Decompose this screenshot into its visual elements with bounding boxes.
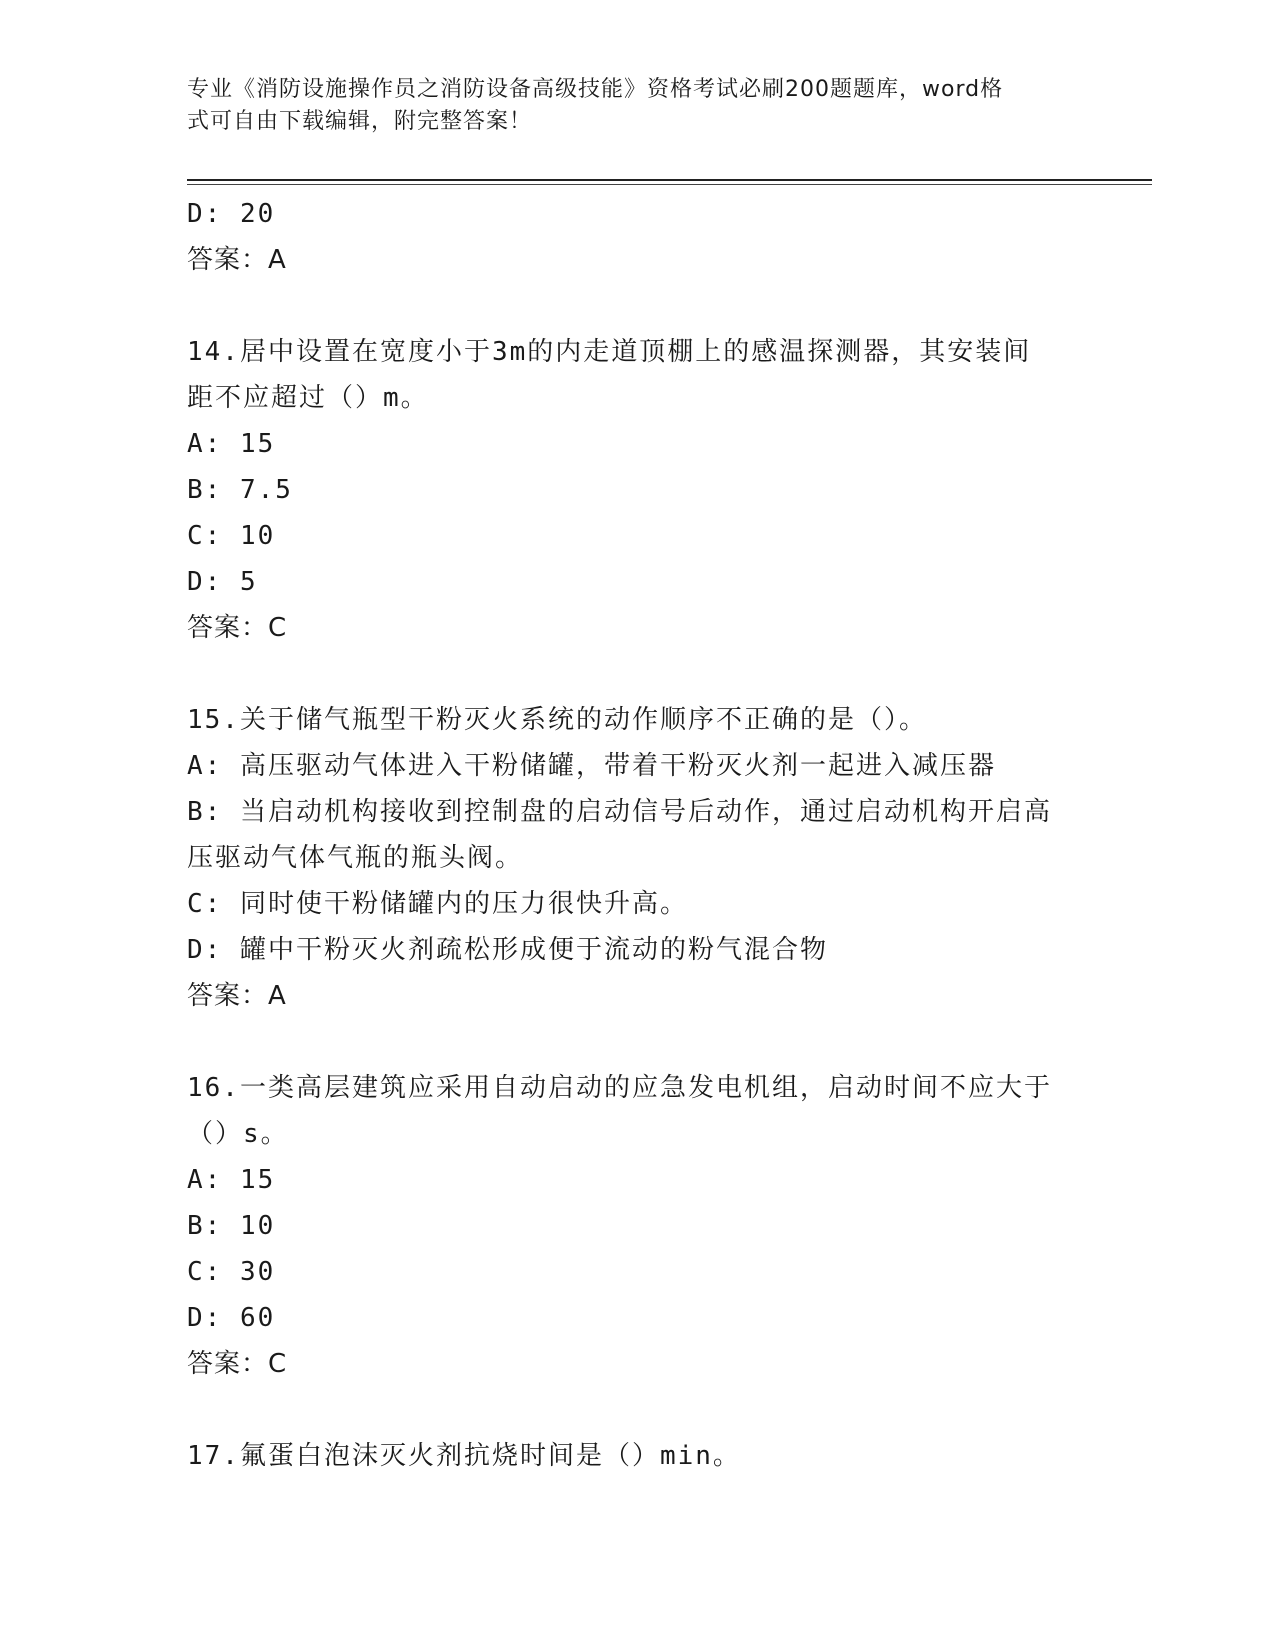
- header-divider-thick: [187, 179, 1152, 181]
- question-14-option-c: C: 10: [187, 521, 276, 551]
- question-16-option-d: D: 60: [187, 1303, 276, 1333]
- question-16-stem-line-2: （）s。: [187, 1119, 289, 1149]
- question-14-answer: 答案：C: [187, 613, 288, 643]
- question-16-answer: 答案：C: [187, 1349, 288, 1379]
- question-15-option-a: A: 高压驱动气体进入干粉储罐，带着干粉灭火剂一起进入减压器: [187, 751, 996, 781]
- header-line-2: 式可自由下载编辑，附完整答案！: [187, 109, 533, 134]
- question-15-option-b-line-2: 压驱动气体气瓶的瓶头阀。: [187, 843, 524, 873]
- spacer: [187, 1387, 1077, 1433]
- question-16: [187, 1065, 1077, 1387]
- header-line-1: 专业《消防设施操作员之消防设备高级技能》资格考试必刷200题题库，word格: [187, 77, 1004, 102]
- question-15-answer: 答案：A: [187, 981, 287, 1011]
- question-15-option-d: D: 罐中干粉灭火剂疏松形成便于流动的粉气混合物: [187, 935, 828, 965]
- question-16-option-b: B: 10: [187, 1211, 276, 1241]
- question-15-stem: 15.关于储气瓶型干粉灭火系统的动作顺序不正确的是（）。: [187, 705, 927, 735]
- question-content: [187, 191, 1077, 1479]
- question-15-option-c: C: 同时使干粉储罐内的压力很快升高。: [187, 889, 688, 919]
- spacer: [187, 1019, 1077, 1065]
- question-14-stem-line-1: 14.居中设置在宽度小于3m的内走道顶棚上的感温探测器，其安装间: [187, 337, 1032, 367]
- question-17-stem: 17.氟蛋白泡沫灭火剂抗烧时间是（）min。: [187, 1441, 741, 1471]
- document-header: [187, 74, 1067, 138]
- question-14: [187, 329, 1077, 651]
- spacer: [187, 283, 1077, 329]
- question-14-option-a: A: 15: [187, 429, 276, 459]
- question-14-stem-line-2: 距不应超过（）m。: [187, 383, 429, 413]
- question-14-option-d: D: 5: [187, 567, 258, 597]
- question-17: [187, 1433, 1077, 1479]
- question-16-option-c: C: 30: [187, 1257, 276, 1287]
- question-16-option-a: A: 15: [187, 1165, 276, 1195]
- header-divider-thin: [187, 184, 1152, 185]
- question-15-option-b-line-1: B: 当启动机构接收到控制盘的启动信号后动作，通过启动机构开启高: [187, 797, 1052, 827]
- option-d-previous: D: 20: [187, 199, 276, 229]
- answer-previous: 答案：A: [187, 245, 287, 275]
- spacer: [187, 651, 1077, 697]
- question-16-stem-line-1: 16.一类高层建筑应采用自动启动的应急发电机组，启动时间不应大于: [187, 1073, 1052, 1103]
- question-15: [187, 697, 1077, 1019]
- question-14-option-b: B: 7.5: [187, 475, 293, 505]
